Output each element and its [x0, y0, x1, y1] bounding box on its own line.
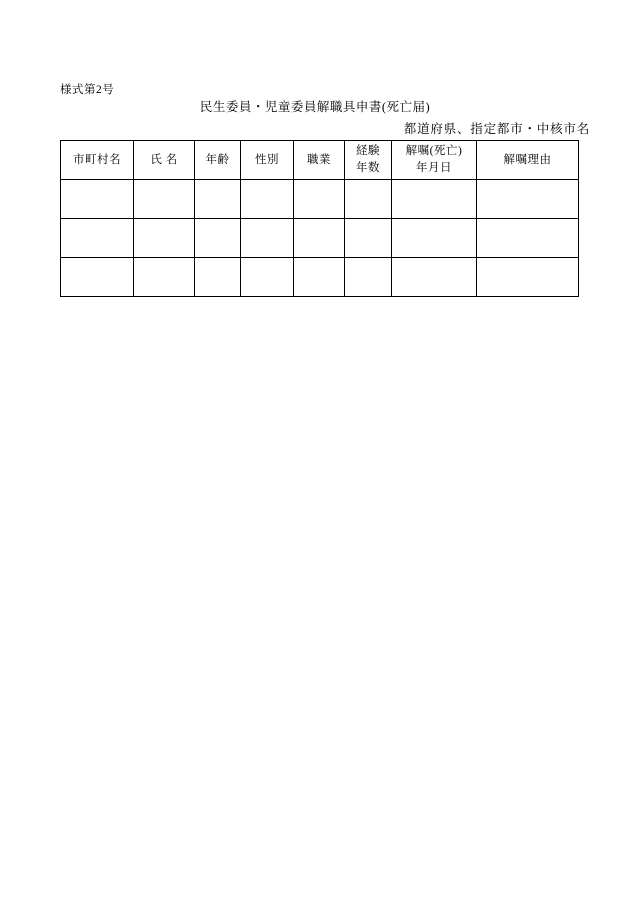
cell-dismissal-date[interactable]	[392, 219, 477, 258]
header-cell-gender	[241, 141, 294, 180]
cell-occupation[interactable]	[294, 219, 345, 258]
header-line-1: 市町村名	[73, 153, 121, 166]
cell-municipality[interactable]	[61, 180, 134, 219]
cell-name[interactable]	[134, 219, 195, 258]
header-cell-dismissal-date	[392, 141, 477, 180]
cell-age[interactable]	[195, 180, 241, 219]
cell-dismissal-reason[interactable]	[477, 180, 579, 219]
resignation-table	[60, 140, 579, 297]
cell-occupation[interactable]	[294, 180, 345, 219]
header-line-2: 年数	[356, 162, 380, 174]
header-line-1: 解嘱(死亡)	[405, 145, 463, 158]
cell-municipality[interactable]	[61, 219, 134, 258]
cell-gender[interactable]	[241, 219, 294, 258]
cell-age[interactable]	[195, 219, 241, 258]
region-name-line: 都道府県、指定都市・中核市名	[403, 122, 590, 136]
cell-experience-years[interactable]	[345, 219, 392, 258]
header-cell-municipality	[61, 141, 134, 180]
header-cell-age	[195, 141, 241, 180]
document-title: 民生委員・児童委員解職具申書(死亡届)	[199, 100, 431, 114]
table-header	[61, 141, 579, 180]
header-line-1: 性別	[255, 153, 279, 166]
cell-experience-years[interactable]	[345, 180, 392, 219]
cell-name[interactable]	[134, 180, 195, 219]
header-line-2: 年月日	[416, 162, 452, 174]
header-cell-dismissal-reason	[477, 141, 579, 180]
cell-dismissal-reason[interactable]	[477, 219, 579, 258]
header-cell-experience-years	[345, 141, 392, 180]
cell-age[interactable]	[195, 258, 241, 297]
cell-name[interactable]	[134, 258, 195, 297]
cell-dismissal-date[interactable]	[392, 258, 477, 297]
table-row	[61, 258, 579, 297]
cell-gender[interactable]	[241, 180, 294, 219]
header-line-1: 氏 名	[150, 153, 178, 166]
header-cell-occupation	[294, 141, 345, 180]
table-row	[61, 180, 579, 219]
header-line-1: 経験	[356, 145, 380, 158]
table-header-row	[61, 141, 579, 180]
cell-gender[interactable]	[241, 258, 294, 297]
cell-municipality[interactable]	[61, 258, 134, 297]
header-cell-name	[134, 141, 195, 180]
cell-dismissal-date[interactable]	[392, 180, 477, 219]
cell-experience-years[interactable]	[345, 258, 392, 297]
header-line-1: 年齢	[205, 153, 230, 166]
cell-dismissal-reason[interactable]	[477, 258, 579, 297]
form-number: 様式第2号	[60, 84, 115, 96]
cell-occupation[interactable]	[294, 258, 345, 297]
table-row	[61, 219, 579, 258]
header-line-1: 解嘱理由	[503, 153, 552, 166]
table-body	[61, 180, 579, 297]
header-line-1: 職業	[307, 153, 331, 166]
